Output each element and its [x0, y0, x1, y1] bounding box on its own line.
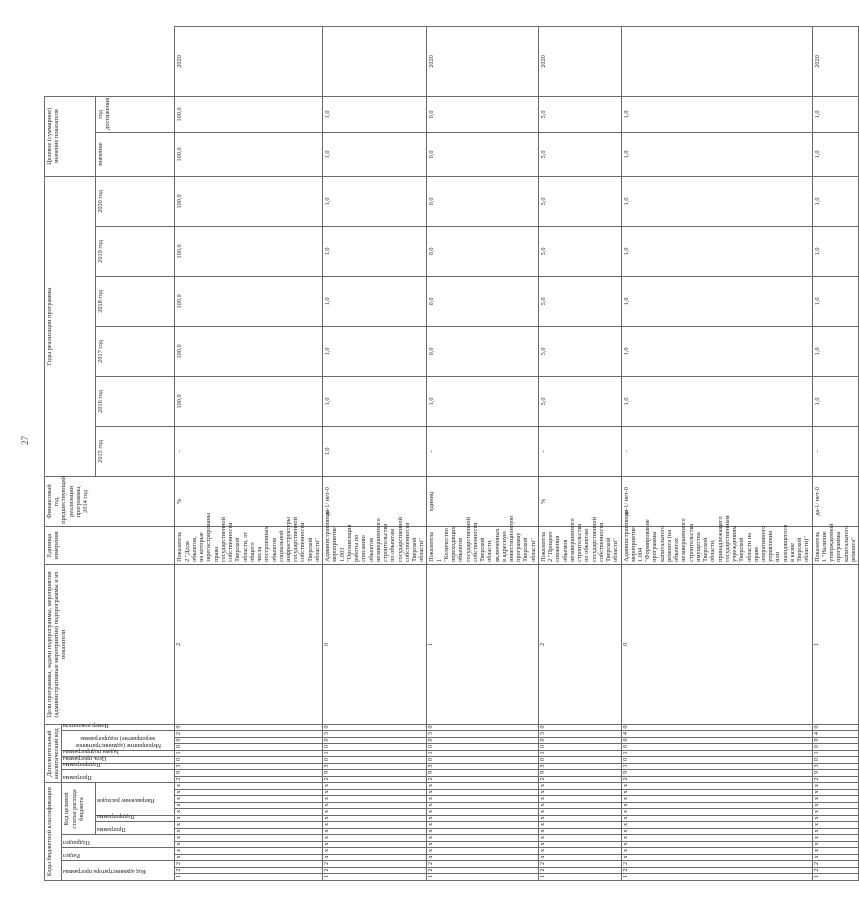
unit-cell: да-1/ нет-0	[323, 476, 427, 526]
header-target-item: Код целевой статьи расхода бюджета	[62, 783, 95, 835]
subsection-code-digit: x	[538, 842, 621, 849]
header-year-2017: 2017 год	[95, 326, 175, 376]
subprogram-code-digit: x	[538, 816, 621, 823]
direction-code-digit: x	[621, 809, 812, 816]
event-code-digit: 0	[427, 744, 539, 751]
header-row-1	[45, 27, 62, 881]
admin-code-digit: 1	[427, 874, 539, 881]
year-value-cell: 1,0	[323, 132, 427, 176]
extra-program-digit: 2	[175, 777, 323, 784]
year-value-cell: 1,0	[323, 376, 427, 426]
direction-code-digit: x	[323, 783, 427, 790]
admin-code-digit: 1	[538, 874, 621, 881]
year-value-cell: 0,0	[427, 326, 539, 376]
table-row	[538, 27, 621, 881]
section-code-digit: x	[812, 848, 858, 855]
header-indicator-no: Номер показателя	[62, 724, 175, 731]
base-year-value: -	[538, 426, 621, 476]
target-year-cell: 2020	[427, 27, 539, 97]
program-code-digit: x	[323, 829, 427, 836]
extra-subprogram-digit: 3	[812, 764, 858, 771]
event-code-digit: 3	[427, 731, 539, 738]
subsection-code-digit: x	[427, 842, 539, 849]
section-code-digit: x	[323, 855, 427, 862]
table-row	[812, 27, 858, 881]
header-program-goal: Цель программы	[62, 757, 175, 764]
subsection-code-digit: x	[621, 842, 812, 849]
program-code-digit: x	[812, 822, 858, 829]
task-code-digit: 1	[538, 751, 621, 758]
year-value-cell: 100,0	[175, 326, 323, 376]
target-value-cell: 1,0	[621, 96, 812, 132]
year-value-cell: 1,0	[323, 276, 427, 326]
event-code-digit: 4	[621, 731, 812, 738]
event-code-digit: 0	[812, 744, 858, 751]
admin-code-digit: 1	[621, 874, 812, 881]
year-value-cell: 1,0	[812, 176, 858, 226]
event-code-digit: 0	[175, 744, 323, 751]
target-value-cell: 100,0	[175, 96, 323, 132]
goal-code-digit: 0	[621, 757, 812, 764]
direction-code-digit: x	[812, 796, 858, 803]
direction-code-digit: x	[175, 790, 323, 797]
year-value-cell: 1,0	[323, 326, 427, 376]
year-value-cell: 1,0	[323, 226, 427, 276]
base-year-value: -	[427, 426, 539, 476]
direction-code-digit: x	[621, 790, 812, 797]
subsection-code-digit: x	[323, 842, 427, 849]
year-value-cell: 100,0	[175, 176, 323, 226]
extra-program-digit: 2	[427, 777, 539, 784]
subsection-code-digit: x	[175, 835, 323, 842]
section-code-digit: x	[427, 855, 539, 862]
program-code-digit: x	[812, 829, 858, 836]
direction-code-digit: x	[323, 796, 427, 803]
event-code-digit: 0	[621, 724, 812, 731]
year-value-cell: 1,0	[621, 132, 812, 176]
header-subprogram: Подпрограмма	[95, 816, 175, 823]
header-year-2020: 2020 год	[95, 176, 175, 226]
extra-program-digit: 2	[621, 777, 812, 784]
admin-code-digit: 2	[538, 868, 621, 875]
admin-code-digit: 2	[621, 861, 812, 868]
subsection-code-digit: x	[175, 842, 323, 849]
extra-subprogram-digit: 3	[175, 764, 323, 771]
indicator-description: Показатель 1 "Наличие утвержденной программы капитального ремонта"	[812, 526, 858, 564]
year-value-cell: 5,0	[538, 226, 621, 276]
header-year-reached: год достижения	[95, 96, 175, 132]
event-code-digit: 2	[175, 731, 323, 738]
extra-program-digit: 9	[812, 770, 858, 777]
header-subprogram-task: Задача подпрограммы	[62, 751, 175, 758]
unit-cell: единиц	[427, 476, 539, 526]
subprogram-code-digit: x	[175, 816, 323, 823]
direction-code-digit: x	[175, 796, 323, 803]
program-code-digit: x	[175, 829, 323, 836]
year-value-cell: 1,0	[812, 326, 858, 376]
section-code-digit: x	[175, 848, 323, 855]
event-code-digit: 0	[812, 724, 858, 731]
program-code-digit: x	[621, 822, 812, 829]
subsection-code-digit: x	[812, 835, 858, 842]
event-code-digit: 0	[621, 744, 812, 751]
target-year-cell: 2020	[538, 27, 621, 97]
admin-code-digit: 2	[538, 861, 621, 868]
header-fin-year: Финансовый год, предшествующий реализации программы, 2014 год	[45, 476, 175, 526]
admin-code-digit: 2	[621, 868, 812, 875]
table-row	[621, 27, 812, 881]
direction-code-digit: x	[538, 803, 621, 810]
section-code-digit: x	[427, 848, 539, 855]
header-expense-direction: Направление расходов	[95, 783, 175, 816]
event-code-digit: 0	[621, 738, 812, 745]
extra-subprogram-digit: 3	[323, 764, 427, 771]
indicator-description: Административное мероприятие 1.003 "Организация работы по списанию объектов незавершенного строительства по объектам государственной собственности Тверской области"	[323, 526, 427, 564]
year-value-cell: 1,0	[812, 276, 858, 326]
event-code-digit: 0	[175, 724, 323, 731]
admin-code-digit: 2	[175, 868, 323, 875]
subprogram-code-digit: x	[621, 816, 812, 823]
year-value-cell: 0,0	[427, 226, 539, 276]
section-code-digit: x	[538, 855, 621, 862]
year-value-cell: 0,0	[427, 276, 539, 326]
direction-code-digit: x	[812, 783, 858, 790]
direction-code-digit: x	[621, 796, 812, 803]
admin-code-digit: 2	[812, 868, 858, 875]
indicator-number: 2	[175, 564, 323, 724]
target-value-cell: 1,0	[812, 96, 858, 132]
header-section: Раздел	[62, 848, 175, 861]
direction-code-digit: x	[538, 809, 621, 816]
base-year-value: -	[812, 426, 858, 476]
event-code-digit: 0	[538, 738, 621, 745]
task-code-digit: 1	[323, 751, 427, 758]
budget-table-rotated	[44, 26, 857, 881]
year-value-cell: 1,0	[621, 276, 812, 326]
program-code-digit: x	[323, 822, 427, 829]
extra-program-digit: 2	[812, 777, 858, 784]
year-value-cell: 1,0	[621, 176, 812, 226]
year-value-cell: 100,0	[175, 132, 323, 176]
subprogram-code-digit: x	[323, 816, 427, 823]
header-extra-subprogram: Подпрограмма	[62, 764, 175, 771]
event-code-digit: 4	[812, 731, 858, 738]
task-code-digit: 1	[175, 751, 323, 758]
year-value-cell: 1,0	[323, 176, 427, 226]
unit-cell: %	[175, 476, 323, 526]
direction-code-digit: x	[538, 783, 621, 790]
indicator-number: 0	[621, 564, 812, 724]
event-code-digit: 0	[323, 724, 427, 731]
header-extra-code: Дополнительный аналитический код	[45, 724, 62, 783]
unit-cell: %	[538, 476, 621, 526]
indicator-description: Показатель 2 "Процент снижения объемов незавершенного строительства по объектам государственной собственности Тверской области"	[538, 526, 621, 564]
program-code-digit: x	[621, 829, 812, 836]
target-year-cell	[621, 27, 812, 97]
subprogram-code-digit: x	[812, 816, 858, 823]
header-event: Мероприятие (административное мероприятие) подпрограммы	[62, 731, 175, 751]
program-code-digit: x	[175, 822, 323, 829]
direction-code-digit: x	[323, 803, 427, 810]
direction-code-digit: x	[812, 790, 858, 797]
table-row	[427, 27, 539, 881]
extra-subprogram-digit: 3	[538, 764, 621, 771]
direction-code-digit: x	[812, 803, 858, 810]
extra-program-digit: 9	[323, 770, 427, 777]
goal-code-digit: 0	[427, 757, 539, 764]
extra-program-digit: 9	[427, 770, 539, 777]
header-subsection: Подраздел	[62, 835, 175, 848]
direction-code-digit: x	[175, 783, 323, 790]
table-row	[175, 27, 323, 881]
target-year-cell: 2020	[175, 27, 323, 97]
table-body	[45, 27, 859, 881]
indicator-number: 1	[427, 564, 539, 724]
target-value-cell: 5,0	[538, 96, 621, 132]
program-code-digit: x	[538, 822, 621, 829]
program-code-digit: x	[427, 829, 539, 836]
year-value-cell: 1,0	[812, 132, 858, 176]
unit-cell: да-1/ нет-0	[812, 476, 858, 526]
direction-code-digit: x	[621, 803, 812, 810]
header-names: Цели программы, задачи подпрограммы, мероприятия (административные мероприятия) подпрограммы и их показатели	[45, 564, 175, 724]
year-value-cell: 5,0	[538, 376, 621, 426]
year-value-cell: 5,0	[538, 176, 621, 226]
base-year-value: -	[175, 426, 323, 476]
program-code-digit: x	[538, 829, 621, 836]
task-code-digit: 1	[621, 751, 812, 758]
header-budget-codes: Коды бюджетной классификации	[45, 783, 62, 881]
direction-code-digit: x	[427, 803, 539, 810]
extra-program-digit: 2	[538, 777, 621, 784]
section-code-digit: x	[538, 848, 621, 855]
header-year-2018: 2018 год	[95, 276, 175, 326]
target-value-cell: 1,0	[323, 96, 427, 132]
target-year-cell: 2020	[812, 27, 858, 97]
section-code-digit: x	[175, 855, 323, 862]
admin-code-digit: 1	[812, 874, 858, 881]
admin-code-digit: 1	[175, 874, 323, 881]
admin-code-digit: 2	[812, 861, 858, 868]
year-value-cell: 100,0	[175, 226, 323, 276]
event-code-digit: 0	[427, 738, 539, 745]
section-code-digit: x	[323, 848, 427, 855]
year-value-cell: 5,0	[538, 326, 621, 376]
section-code-digit: x	[621, 848, 812, 855]
direction-code-digit: x	[812, 809, 858, 816]
subsection-code-digit: x	[427, 835, 539, 842]
header-year-2016: 2016 год	[95, 376, 175, 426]
year-value-cell: 100,0	[175, 276, 323, 326]
direction-code-digit: x	[427, 790, 539, 797]
indicator-number: 0	[323, 564, 427, 724]
goal-code-digit: 0	[323, 757, 427, 764]
event-code-digit: 3	[323, 731, 427, 738]
year-value-cell: 5,0	[538, 132, 621, 176]
task-code-digit: 1	[427, 751, 539, 758]
direction-code-digit: x	[427, 783, 539, 790]
section-code-digit: x	[812, 855, 858, 862]
goal-code-digit: 0	[538, 757, 621, 764]
unit-cell: да-1/ нет-0	[621, 476, 812, 526]
direction-code-digit: x	[427, 796, 539, 803]
program-code-digit: x	[427, 822, 539, 829]
admin-code-digit: 2	[175, 861, 323, 868]
admin-code-digit: 2	[323, 868, 427, 875]
event-code-digit: 0	[175, 738, 323, 745]
subprogram-code-digit: x	[427, 816, 539, 823]
header-value: значение	[95, 132, 175, 176]
extra-program-digit: 2	[323, 777, 427, 784]
base-year-value: 1,0	[323, 426, 427, 476]
direction-code-digit: x	[175, 803, 323, 810]
event-code-digit: 3	[538, 731, 621, 738]
extra-subprogram-digit: 3	[621, 764, 812, 771]
year-value-cell: 5,0	[538, 276, 621, 326]
year-value-cell: 1,0	[427, 376, 539, 426]
direction-code-digit: x	[427, 809, 539, 816]
subsection-code-digit: x	[621, 835, 812, 842]
header-year-2015: 2015 год	[95, 426, 175, 476]
direction-code-digit: x	[621, 783, 812, 790]
year-value-cell: 0,0	[427, 132, 539, 176]
admin-code-digit: 1	[323, 874, 427, 881]
extra-program-digit: 9	[175, 770, 323, 777]
indicator-number: 1	[812, 564, 858, 724]
indicator-description: Административное мероприятие 1.004 "Формирование программы капитального ремонта (на объектах незавершенного строительства имущества Тверской области, принадлежащего государственным учреждениям Тверской области на праве оперативного управления или находящегося в казне Тверской области)"	[621, 526, 812, 564]
goal-code-digit: 0	[812, 757, 858, 764]
header-years-group: Годы реализации программы	[45, 176, 96, 476]
admin-code-digit: 2	[323, 861, 427, 868]
direction-code-digit: x	[538, 796, 621, 803]
year-value-cell: 100,0	[175, 376, 323, 426]
indicator-number: 2	[538, 564, 621, 724]
year-value-cell: 1,0	[621, 226, 812, 276]
header-extra-program: Программа	[62, 770, 175, 783]
subsection-code-digit: x	[538, 835, 621, 842]
event-code-digit: 0	[323, 738, 427, 745]
header-program: Программа	[95, 822, 175, 835]
indicator-description: Показатель 2 "Доля объектов, на которые зарегистрированы права государственной собственности Тверской области, от общего числа построенных объектов социальной инфраструктуры государственной собственности Тверской области"	[175, 526, 323, 564]
table-row	[323, 27, 427, 881]
header-target-group: Целевое (суммарное) значение показателя	[45, 96, 96, 176]
header-year-2019: 2019 год	[95, 226, 175, 276]
year-value-cell: 0,0	[427, 176, 539, 226]
event-code-digit: 0	[538, 744, 621, 751]
direction-code-digit: x	[323, 790, 427, 797]
admin-code-digit: 2	[427, 861, 539, 868]
section-code-digit: x	[621, 855, 812, 862]
target-year-cell	[323, 27, 427, 97]
program-indicators-table	[44, 26, 859, 881]
extra-program-digit: 9	[621, 770, 812, 777]
goal-code-digit: 0	[175, 757, 323, 764]
task-code-digit: 1	[812, 751, 858, 758]
year-value-cell: 1,0	[812, 226, 858, 276]
direction-code-digit: x	[538, 790, 621, 797]
event-code-digit: 0	[323, 744, 427, 751]
page-number: 27	[20, 436, 30, 445]
year-value-cell: 1,0	[621, 376, 812, 426]
subsection-code-digit: x	[323, 835, 427, 842]
base-year-value: -	[621, 426, 812, 476]
extra-subprogram-digit: 3	[427, 764, 539, 771]
indicator-description: Показатель 1 "Количество переходящих объектов государственной собственности Тверской области, включенных в адресную инвестиционную программу Тверской области"	[427, 526, 539, 564]
target-value-cell: 0,0	[427, 96, 539, 132]
header-unit: Единица измерения	[45, 526, 175, 564]
event-code-digit: 0	[427, 724, 539, 731]
direction-code-digit: x	[323, 809, 427, 816]
header-admin-code: Код администратора программы	[62, 861, 175, 881]
subsection-code-digit: x	[812, 842, 858, 849]
event-code-digit: 0	[538, 724, 621, 731]
direction-code-digit: x	[175, 809, 323, 816]
event-code-digit: 0	[812, 738, 858, 745]
year-value-cell: 1,0	[621, 326, 812, 376]
extra-program-digit: 9	[538, 770, 621, 777]
year-value-cell: 1,0	[812, 376, 858, 426]
admin-code-digit: 2	[427, 868, 539, 875]
